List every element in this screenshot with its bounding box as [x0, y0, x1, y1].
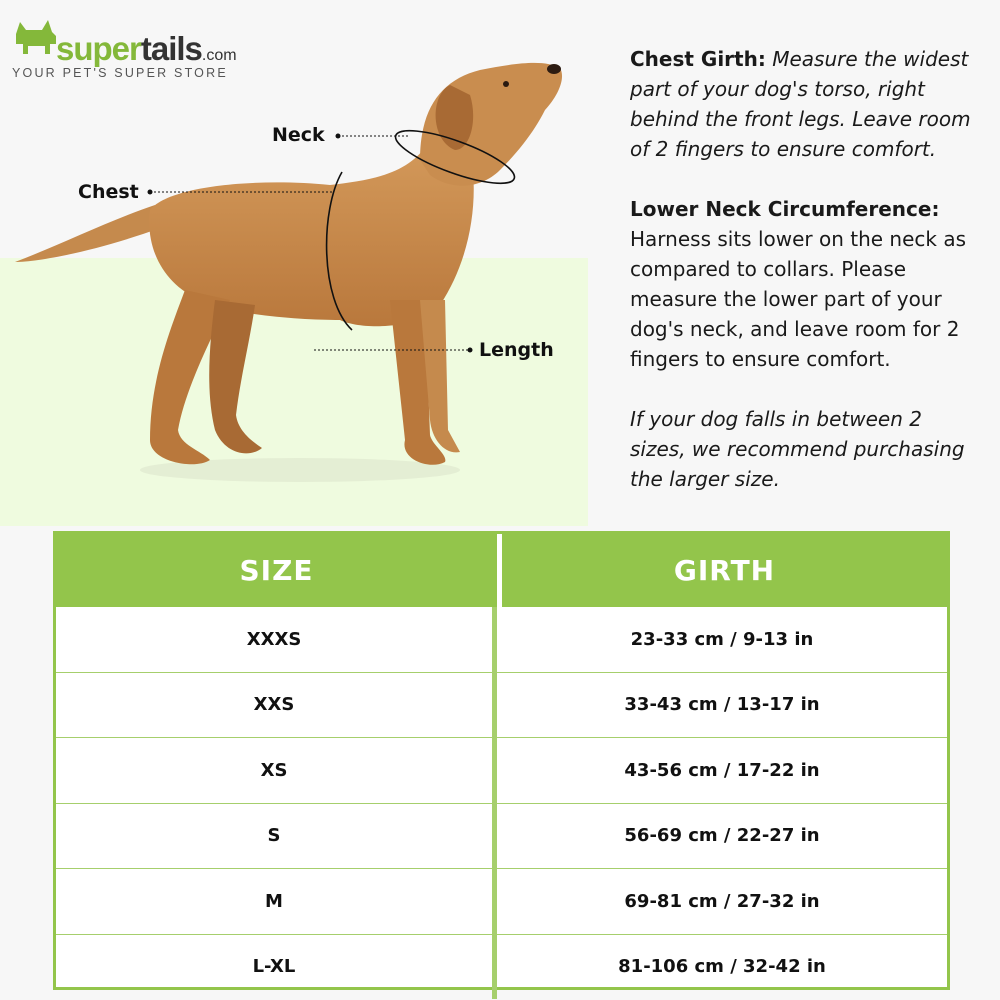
chest-instruction-text: Measure the widest part of your dog's torso, right behind the front legs. Leave room of 2 fingers to ensure comfort. — [630, 47, 971, 161]
size-cell: XS — [56, 738, 497, 803]
measurement-instructions — [630, 44, 980, 524]
table-header — [56, 534, 947, 607]
brand-tagline: YOUR PET'S SUPER STORE — [12, 66, 228, 80]
table-row — [56, 607, 947, 672]
length-label: Length — [479, 339, 554, 361]
chest-instruction-title: Chest Girth: — [630, 47, 766, 71]
chest-label: Chest — [78, 181, 139, 203]
girth-cell: 43-56 cm / 17-22 in — [624, 759, 820, 781]
neck-instruction-text: Harness sits lower on the neck as compared to collars. Please measure the lower part of your dog's neck, and leave room for 2 fingers to ensure comfort. — [630, 227, 967, 371]
dog-illustration — [0, 40, 600, 500]
neck-instruction — [630, 194, 980, 374]
table-row — [56, 737, 947, 803]
brand-name-super: super — [56, 30, 141, 67]
size-cell: XXXS — [56, 607, 497, 672]
size-cell: XXS — [56, 673, 497, 738]
size-column-header: SIZE — [56, 534, 502, 607]
table-row — [56, 803, 947, 869]
girth-cell: 69-81 cm / 27-32 in — [624, 890, 820, 912]
girth-cell: 56-69 cm / 22-27 in — [624, 825, 820, 847]
girth-cell: 23-33 cm / 9-13 in — [630, 628, 814, 650]
neck-instruction-title: Lower Neck Circumference: — [630, 197, 940, 221]
table-body — [56, 607, 947, 999]
brand-name-suffix: .com — [201, 47, 237, 64]
size-cell: M — [56, 869, 497, 934]
table-row — [56, 934, 947, 1000]
size-chart-table — [53, 531, 950, 990]
size-note: If your dog falls in between 2 sizes, we recommend purchasing the larger size. — [630, 407, 965, 491]
neck-label: Neck — [272, 124, 325, 146]
girth-column-header: GIRTH — [673, 554, 776, 587]
girth-cell: 81-106 cm / 32-42 in — [618, 956, 826, 978]
size-cell: S — [56, 804, 497, 869]
table-row — [56, 868, 947, 934]
table-row — [56, 672, 947, 738]
brand-name-tails: tails — [140, 30, 202, 67]
size-cell: L-XL — [56, 935, 497, 1000]
girth-cell: 33-43 cm / 13-17 in — [624, 694, 820, 716]
chest-instruction — [630, 44, 980, 164]
